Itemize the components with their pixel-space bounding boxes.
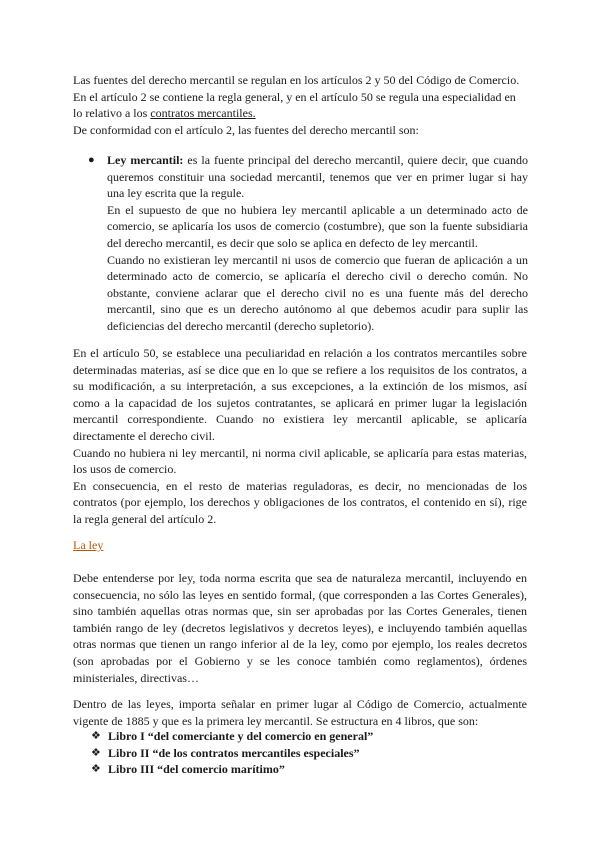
bullet-paragraph-1: [107, 152, 528, 202]
intro-line-2-text: En el artículo 2 se contiene la regla general, y en el artículo 50 se regula una especialidad en lo relativo a los: [73, 89, 516, 121]
bullet-paragraph-3: Cuando no existieran ley mercantil ni usos de comercio que fueran de aplicación a un determinado acto de comercio, se aplicaría el derecho civil o derecho común. No obstante, conviene aclarar que el derecho civil no es una fuente más del derecho mercantil, sino que es un derecho autónomo al que debemos acudir para suplir las deficiencias del derecho mercantil (derecho supletorio).: [107, 252, 528, 333]
book-item: [91, 761, 511, 778]
diamond-bullet-icon: ❖: [91, 730, 101, 742]
intro-line-3: De conformidad con el artículo 2, las fuentes del derecho mercantil son:: [73, 122, 419, 137]
bullet-text-1: es la fuente principal del derecho mercantil, quiere decir, que cuando queremos constituir una sociedad mercantil, tenemos que ver en primer lugar si hay una ley escrita que la regule.: [107, 153, 529, 201]
la-ley-heading-link[interactable]: La ley: [73, 538, 104, 552]
art50-paragraph-3: En consecuencia, en el resto de materias reguladoras, es decir, no mencionadas de los contratos (por ejemplo, los derechos y obligaciones de los contratos, el contenido en sí), rige la regla general del artículo 2.: [73, 478, 527, 526]
book-item: [91, 745, 511, 762]
bullet-term: Ley mercantil:: [107, 153, 184, 167]
book-label: Libro I “del comerciante y del comercio en general”: [108, 729, 374, 743]
la-ley-heading-block: [73, 537, 527, 554]
bullet-ley-mercantil: [88, 152, 528, 335]
book-label: Libro III “del comercio marítimo”: [108, 762, 285, 777]
codigo-comercio-section: [73, 696, 527, 729]
books-list: [91, 728, 511, 778]
book-item: [91, 728, 511, 745]
intro-line-1: Las fuentes del derecho mercantil se regulan en los artículos 2 y 50 del Código de Comercio.: [73, 73, 520, 87]
ley-paragraph-1: Debe entenderse por ley, toda norma escrita que sea de naturaleza mercantil, incluyendo en consecuencia, no sólo las leyes en sentido formal, (que corresponden a las Cortes Generales), sino también aquellas otras normas que, sin ser aprobadas por las Cortes Generales, tienen también rango de ley (decretos legislativos y decretos leyes), e incluyendo también aquellas otras normas que tienen un rango inferior al de la ley, como por ejemplo, los reales decretos (son aprobadas por el Gobierno y se les conoce también como reglamentos), órdenes ministeriales, directivas…: [73, 571, 527, 685]
la-ley-section: [73, 570, 527, 686]
bullet-paragraph-2: En el supuesto de que no hubiera ley mercantil aplicable a un determinado acto de comercio, se aplicaría los usos de comercio (costumbre), que son la fuente subsidiaria del derecho mercantil, es decir que solo se aplica en defecto de ley mercantil.: [107, 202, 528, 250]
art50-paragraph-2: Cuando no hubiera ni ley mercantil, ni norma civil aplicable, se aplicaría para estas materias, los usos de comercio.: [73, 445, 527, 477]
diamond-bullet-icon: ❖: [91, 746, 101, 759]
article-50-section: [73, 345, 527, 528]
diamond-bullet-icon: ❖: [91, 763, 101, 776]
intro-section: [73, 72, 527, 138]
book-label: Libro II “de los contratos mercantiles especiales”: [108, 745, 360, 760]
sources-bullet-list: [88, 152, 528, 335]
bullet-dot-icon: ●: [88, 154, 95, 166]
ley-paragraph-2: Dentro de las leyes, importa señalar en primer lugar al Código de Comercio, actualmente vigente de 1885 y que es la primera ley mercantil. Se estructura en 4 libros, que son:: [73, 697, 527, 728]
art50-paragraph-1: En el artículo 50, se establece una peculiaridad en relación a los contratos mercantiles sobre determinadas materias, así se dice que en lo que se refiere a los requisitos de los contratos, a su modificación, a su interpretación, a sus excepciones, a la extinción de los mismos, así como a la capacidad de los sujetos contratantes, se aplicará en primer lugar la legislación mercantil correspondiente. Cuando no existiera ley mercantil aplicable, se aplicaría directamente el derecho civil.: [73, 346, 527, 443]
intro-line-2: [73, 89, 527, 122]
contratos-mercantiles-link[interactable]: contratos mercantiles.: [150, 106, 256, 121]
